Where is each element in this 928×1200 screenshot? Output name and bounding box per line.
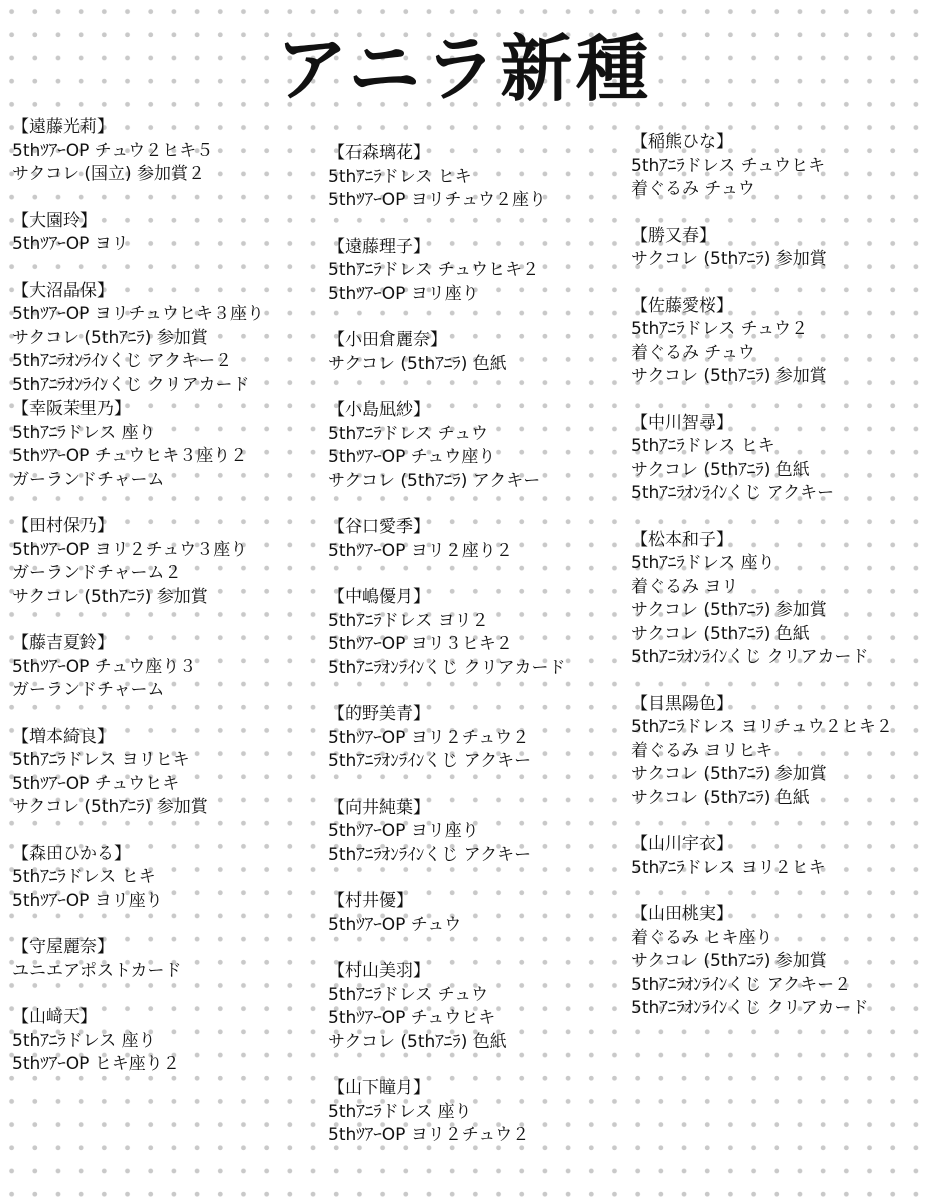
- goods-item: 5thﾂｱｰOP ヨリ２チュウ２: [328, 727, 530, 748]
- goods-item: 5thﾂｱｰOP チュウヒキ３座り２: [12, 446, 248, 466]
- member-name: 【田村保乃】: [12, 516, 114, 536]
- member-name: 【村山美羽】: [328, 961, 430, 981]
- goods-item: サクコレ (国立) 参加賞２: [12, 164, 206, 184]
- goods-item: 5thﾂｱｰOP ヨリチュウ２座り: [328, 190, 546, 210]
- member-entry: [328, 890, 618, 937]
- goods-item: 5thｱﾆﾗドレス チュウ: [328, 984, 489, 1005]
- goods-item: 5thﾂｱｰOP ヒキ座り２: [12, 1054, 180, 1074]
- member-entry: [631, 412, 926, 506]
- member-name: 【森田ひかる】: [12, 843, 131, 864]
- member-entry: [328, 142, 618, 213]
- member-name: 【目黒陽色】: [631, 693, 733, 714]
- goods-item: サクコレ (5thｱﾆﾗ) 参加賞: [12, 586, 208, 607]
- member-name: 【藤吉夏鈴】: [12, 633, 114, 653]
- member-name: 【増本綺良】: [12, 726, 114, 747]
- member-entry: [328, 586, 618, 680]
- goods-item: 5thｱﾆﾗドレス ヨリ２ヒキ: [631, 857, 826, 878]
- goods-item: 5thﾂｱｰOP ヨリ: [12, 234, 129, 254]
- page-title: アニラ新種: [275, 27, 653, 111]
- goods-item: 着ぐるみ ヨリヒキ: [631, 740, 773, 761]
- member-name: 【石森璃花】: [328, 143, 430, 163]
- goods-item: サクコレ (5thｱﾆﾗ) 参加賞: [631, 600, 827, 620]
- goods-item: 5thﾂｱｰOP チュウ座り: [328, 447, 496, 467]
- member-entry: [12, 843, 312, 914]
- goods-item: サクコレ (5thｱﾆﾗ) 参加賞: [12, 327, 208, 348]
- member-name: 【中川智尋】: [631, 412, 733, 433]
- goods-item: サクコレ (5thｱﾆﾗ) 色紙: [328, 353, 507, 374]
- goods-item: ガーランドチャーム: [12, 680, 165, 700]
- goods-item: サクコレ (5thｱﾆﾗ) 色紙: [631, 623, 810, 644]
- goods-item: 5thﾂｱｰOP ヨリ２座り２: [328, 540, 513, 561]
- goods-item: 5thｱﾆﾗｵﾝﾗｲﾝくじ アクキー: [631, 483, 835, 503]
- goods-item: 5thｱﾆﾗドレス 座り: [12, 1030, 156, 1051]
- member-entry: [12, 632, 312, 703]
- member-entry: [328, 1077, 618, 1148]
- goods-item: 5thﾂｱｰOP チュウ: [328, 914, 462, 935]
- member-entry: [12, 936, 312, 983]
- member-entry: [12, 515, 312, 609]
- member-name: 【山川宇衣】: [631, 834, 733, 854]
- member-name: 【佐藤愛桜】: [631, 295, 733, 316]
- member-entry: [12, 726, 312, 820]
- goods-item: 5thﾂｱｰOP チュウヒキ: [12, 773, 180, 794]
- goods-item: 5thｱﾆﾗｵﾝﾗｲﾝくじ クリアカード: [12, 374, 250, 395]
- member-name: 【小田倉麗奈】: [328, 330, 447, 350]
- member-name: 【的野美青】: [328, 704, 430, 724]
- member-name: 【幸阪茉里乃】: [12, 399, 131, 419]
- member-entry: [631, 225, 926, 272]
- goods-item: サクコレ (5thｱﾆﾗ) 色紙: [328, 1031, 507, 1052]
- member-entry: [328, 399, 618, 493]
- goods-item: サクコレ (5thｱﾆﾗ) 参加賞: [631, 951, 827, 971]
- goods-item: 5thｱﾆﾗドレス チュウヒキ: [631, 155, 826, 176]
- member-entry: [328, 236, 618, 307]
- member-entry: [631, 529, 926, 670]
- member-entry: [631, 833, 926, 880]
- member-entry: [631, 295, 926, 389]
- member-column-3: [631, 131, 926, 1044]
- goods-item: 5thﾂｱｰOP ヨリ座り: [12, 890, 163, 911]
- member-entry: [12, 210, 312, 257]
- goods-item: 5thｱﾆﾗドレス ヨリヒキ: [12, 750, 190, 770]
- member-entry: [12, 116, 312, 187]
- goods-item: 5thｱﾆﾗドレス チュウ２: [631, 319, 809, 339]
- member-name: 【山田桃実】: [631, 904, 733, 924]
- member-entry: [631, 693, 926, 811]
- goods-item: サクコレ (5thｱﾆﾗ) アクキー: [328, 470, 541, 491]
- goods-item: 5thﾂｱｰOP ヨリ２チュウ３座り: [12, 539, 248, 560]
- member-entry: [12, 280, 312, 398]
- goods-item: 5thｱﾆﾗｵﾝﾗｲﾝくじ アクキー２: [12, 351, 233, 371]
- member-column-2: [328, 142, 618, 1171]
- goods-item: 5thｱﾆﾗドレス 座り: [12, 422, 156, 443]
- goods-item: 5thﾂｱｰOP チュウ座り３: [12, 656, 197, 677]
- goods-item: 5thｱﾆﾗドレス 座り: [328, 1101, 472, 1122]
- member-name: 【遠藤光莉】: [12, 117, 114, 137]
- member-entry: [328, 960, 618, 1054]
- goods-item: 5thﾂｱｰOP ヨリ２チュウ２: [328, 1125, 530, 1145]
- goods-item: サクコレ (5thｱﾆﾗ) 参加賞: [631, 366, 827, 386]
- member-name: 【松本和子】: [631, 529, 733, 550]
- goods-item: 5thｱﾆﾗｵﾝﾗｲﾝくじ アクキー: [328, 844, 532, 865]
- member-entry: [12, 1006, 312, 1077]
- goods-item: 5thｱﾆﾗｵﾝﾗｲﾝくじ アクキー: [328, 751, 532, 771]
- goods-item: サクコレ (5thｱﾆﾗ) 参加賞: [631, 764, 827, 784]
- member-column-1: [12, 116, 312, 1100]
- member-name: 【大沼晶保】: [12, 280, 114, 301]
- goods-item: 5thﾂｱｰOP ヨリ３ヒキ２: [328, 634, 513, 654]
- goods-item: サクコレ (5thｱﾆﾗ) 色紙: [631, 459, 810, 480]
- goods-item: 着ぐるみ チュウ: [631, 342, 755, 363]
- goods-item: サクコレ (5thｱﾆﾗ) 参加賞: [12, 797, 208, 817]
- goods-item: 5thﾂｱｰOP ヨリ座り: [328, 283, 479, 304]
- member-name: 【勝又春】: [631, 225, 716, 246]
- goods-item: 5thｱﾆﾗドレス ヒキ: [328, 166, 472, 187]
- goods-item: 着ぐるみ ヨリ: [631, 576, 739, 597]
- member-name: 【稲熊ひな】: [631, 132, 733, 152]
- goods-item: サクコレ (5thｱﾆﾗ) 色紙: [631, 787, 810, 808]
- member-entry: [328, 516, 618, 563]
- member-name: 【谷口愛季】: [328, 517, 430, 537]
- member-name: 【中嶋優月】: [328, 587, 430, 607]
- member-entry: [328, 329, 618, 376]
- goods-item: 5thﾂｱｰOP チュウ２ヒキ５: [12, 140, 214, 161]
- goods-item: 5thｱﾆﾗドレス チュウヒキ２: [328, 260, 540, 280]
- goods-item: 着ぐるみ ヒキ座り: [631, 927, 773, 948]
- goods-item: 5thｱﾆﾗドレス チュウ: [328, 423, 489, 444]
- goods-item: 着ぐるみ チュウ: [631, 179, 755, 199]
- member-name: 【向井純葉】: [328, 797, 430, 818]
- member-name: 【守屋麗奈】: [12, 937, 114, 957]
- goods-item: ガーランドチャーム２: [12, 563, 182, 583]
- goods-item: 5thｱﾆﾗｵﾝﾗｲﾝくじ クリアカード: [631, 647, 869, 667]
- goods-item: 5thｱﾆﾗｵﾝﾗｲﾝくじ アクキー２: [631, 974, 852, 995]
- goods-item: 5thｱﾆﾗドレス 座り: [631, 553, 775, 573]
- member-name: 【山下瞳月】: [328, 1078, 430, 1098]
- goods-item: 5thﾂｱｰOP チュウヒキ: [328, 1008, 496, 1028]
- member-name: 【遠藤理子】: [328, 236, 430, 257]
- goods-item: 5thｱﾆﾗドレス ヨリチュウ２ヒキ２: [631, 717, 893, 737]
- goods-item: ユニエアポストカード: [12, 960, 182, 981]
- goods-item: 5thｱﾆﾗｵﾝﾗｲﾝくじ クリアカード: [631, 998, 869, 1018]
- goods-item: 5thｱﾆﾗドレス ヒキ: [631, 436, 775, 456]
- goods-item: 5thｱﾆﾗドレス ヒキ: [12, 867, 156, 887]
- member-entry: [631, 903, 926, 1021]
- goods-item: 5thｱﾆﾗｵﾝﾗｲﾝくじ クリアカード: [328, 657, 566, 678]
- member-entry: [328, 797, 618, 868]
- member-entry: [12, 398, 312, 492]
- member-entry: [328, 703, 618, 774]
- member-name: 【山﨑天】: [12, 1007, 97, 1027]
- goods-item: サクコレ (5thｱﾆﾗ) 参加賞: [631, 249, 827, 269]
- member-name: 【大園玲】: [12, 210, 97, 231]
- member-name: 【村井優】: [328, 891, 413, 911]
- goods-item: 5thﾂｱｰOP ヨリ座り: [328, 821, 479, 841]
- member-entry: [631, 131, 926, 202]
- goods-item: ガーランドチャーム: [12, 469, 165, 490]
- goods-item: 5thｱﾆﾗドレス ヨリ２: [328, 610, 489, 631]
- member-name: 【小島凪紗】: [328, 400, 430, 420]
- goods-item: 5thﾂｱｰOP ヨリチュウヒキ３座り: [12, 304, 264, 324]
